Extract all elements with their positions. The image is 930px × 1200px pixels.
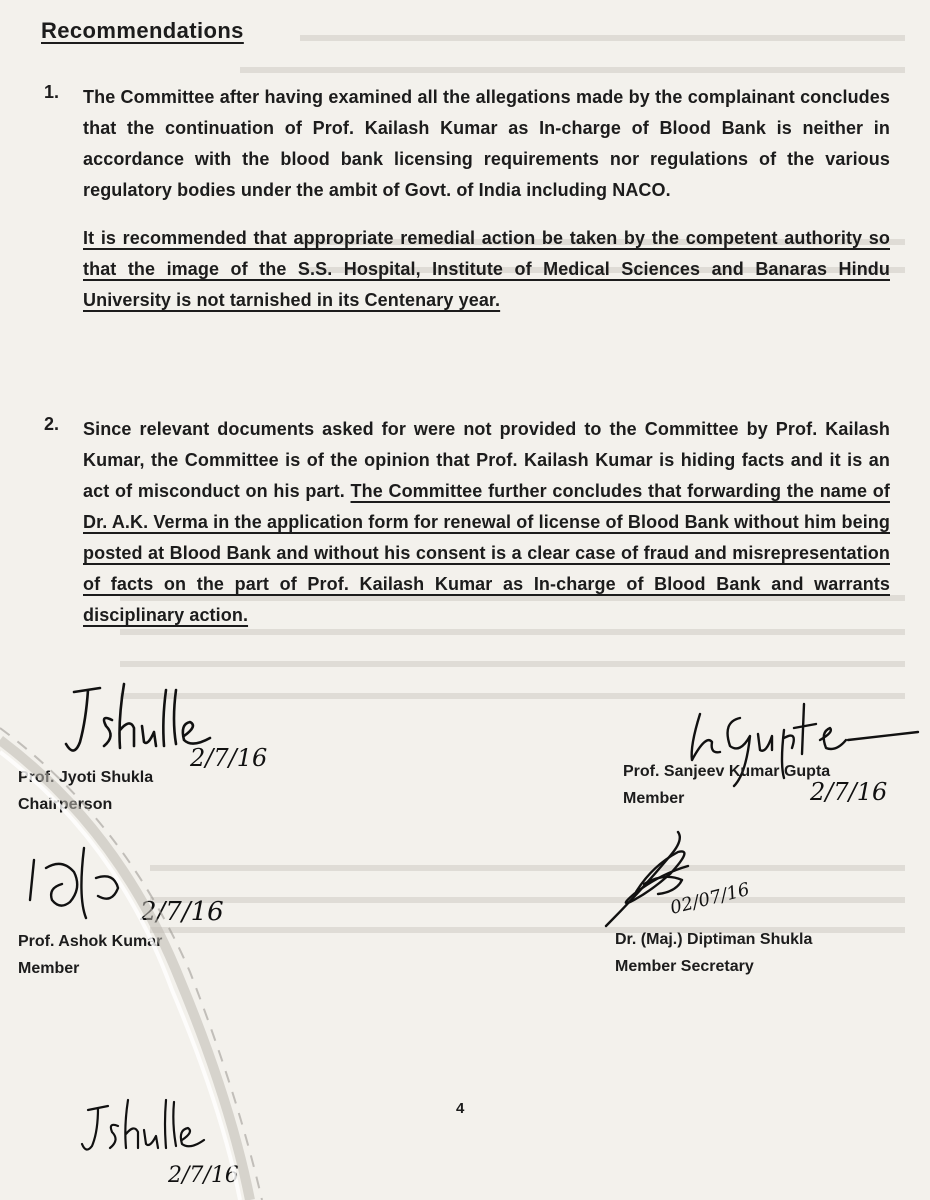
recommendation-1-underlined-paragraph: It is recommended that appropriate remedial action be taken by the competent authority so that the image of the S.S. Hospital, Institute of Medical Sciences and Banaras Hindu University is not tarnished in its Centenary year. — [83, 228, 890, 310]
signatory-name: Prof. Ashok Kumar — [18, 933, 163, 950]
signatory-role: Member — [18, 960, 80, 977]
signatory-jyoti-shukla — [18, 764, 153, 818]
signatory-role: Member Secretary — [615, 958, 754, 975]
signature-date: 2/7/16 — [190, 744, 268, 772]
signatory-sanjeev-kumar-gupta — [623, 758, 830, 812]
signature-date: 2/7/16 — [168, 1163, 239, 1188]
recommendation-number: 2. — [44, 414, 60, 434]
signatory-name: Prof. Sanjeev Kumar Gupta — [623, 763, 831, 780]
handwritten-initials-footer — [78, 1092, 278, 1192]
recommendations-heading: Recommendations — [41, 18, 244, 43]
recommendation-text — [83, 414, 890, 631]
signature-date: 02/07/16 — [668, 878, 752, 919]
recommendation-2 — [44, 414, 890, 631]
recommendation-text — [83, 82, 890, 316]
signature-date: 2/7/16 — [810, 778, 888, 806]
recommendation-2-text: Since relevant documents asked for were not provided to the Committee by Prof. Kailash Kumar, the Committee is of the opinion that Prof. Kailash Kumar is hiding facts and it is an act of misconduct on his part. — [83, 419, 890, 501]
handwritten-signature-jyoti-shukla — [60, 680, 300, 770]
handwritten-signature-diptiman-shukla — [560, 822, 800, 932]
signatory-name: Prof. Jyoti Shukla — [18, 769, 154, 786]
signatory-ashok-kumar — [18, 928, 162, 982]
handwritten-signature-ashok-kumar — [22, 838, 242, 938]
signatory-role: Chairperson — [18, 796, 113, 813]
signatory-diptiman-shukla — [615, 926, 812, 980]
signature-date: 2/7/16 — [140, 897, 224, 927]
signatory-name: Dr. (Maj.) Diptiman Shukla — [615, 931, 813, 948]
recommendation-1-paragraph: The Committee after having examined all the allegations made by the complainant concludes that the continuation of Prof. Kailash Kumar as In-charge of Blood Bank is neither in accordance with the blood bank licensing requirements nor regulations of the various regulatory bodies under the ambit of Govt. of India including NACO. — [83, 87, 890, 200]
recommendation-1 — [44, 82, 890, 316]
signatory-role: Member — [623, 790, 685, 807]
page-number: 4 — [456, 1100, 465, 1117]
recommendation-2-underlined-text: The Committee further concludes that forwarding the name of Dr. A.K. Verma in the application form for renewal of license of Blood Bank without him being posted at Blood Bank and without his consent is a clear case of fraud and misrepresentation of facts on the part of Prof. Kailash Kumar as In-charge of Blood Bank and warrants disciplinary action. — [83, 481, 890, 625]
recommendation-number: 1. — [44, 82, 60, 102]
